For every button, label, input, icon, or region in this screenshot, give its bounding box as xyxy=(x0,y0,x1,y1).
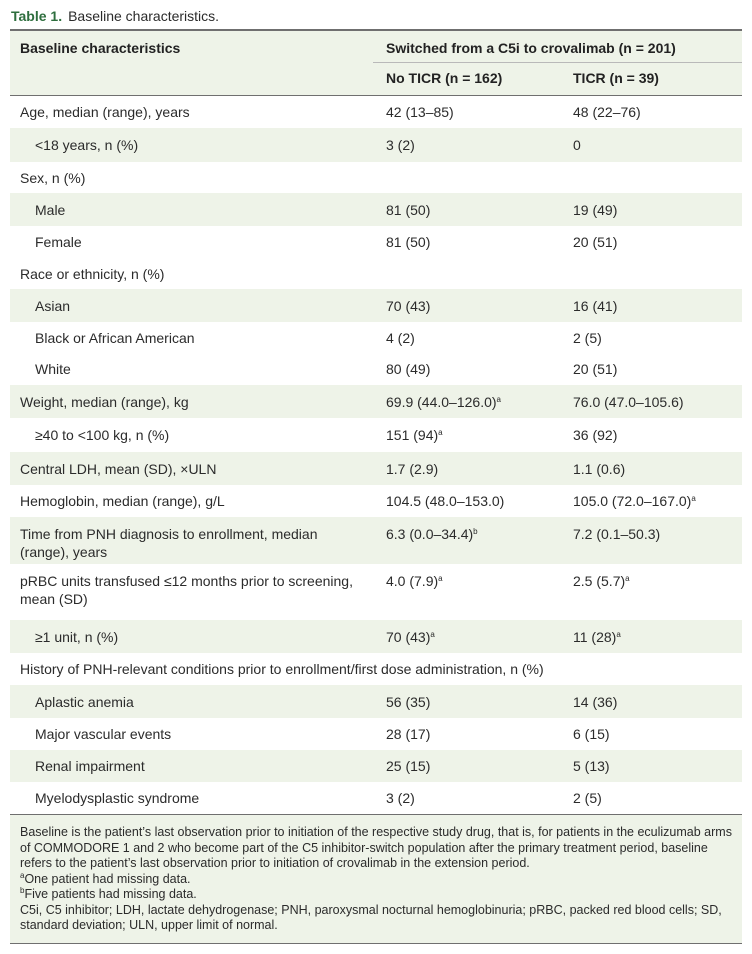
cell-ticr-text: 48 (22–76) xyxy=(573,104,641,120)
cell-ticr xyxy=(573,201,617,219)
row-label-text: pRBC units transfused ≤12 months prior to screening, mean (SD) xyxy=(20,573,353,607)
row-label-text: <18 years, n (%) xyxy=(35,137,139,153)
cell-no-ticr-text: 3 (2) xyxy=(386,790,415,806)
cell-ticr xyxy=(573,103,641,121)
row-label-text: Renal impairment xyxy=(35,758,145,774)
row-label xyxy=(20,492,360,510)
row-label xyxy=(35,725,375,743)
table-row xyxy=(10,258,742,289)
cell-ticr xyxy=(573,360,617,378)
row-label-text: Weight, median (range), kg xyxy=(20,394,189,410)
cell-ticr xyxy=(573,693,617,711)
table-footnotes xyxy=(10,815,742,944)
cell-ticr-text: 5 (13) xyxy=(573,758,610,774)
cell-ticr-text: 2 (5) xyxy=(573,330,602,346)
cell-no-ticr xyxy=(386,628,435,646)
cell-ticr xyxy=(573,136,581,154)
table-row xyxy=(10,226,742,258)
cell-ticr-text: 20 (51) xyxy=(573,361,618,377)
cell-no-ticr-text: 25 (15) xyxy=(386,758,431,774)
footnote-marker: a xyxy=(496,395,501,404)
cell-no-ticr xyxy=(386,525,478,543)
cell-no-ticr-text: 70 (43) xyxy=(386,629,431,645)
table-row xyxy=(10,418,742,452)
cell-ticr-text: 105.0 (72.0–167.0) xyxy=(573,493,692,509)
cell-no-ticr xyxy=(386,789,415,807)
row-label-text: Time from PNH diagnosis to enrollment, median (range), years xyxy=(20,526,318,560)
row-label xyxy=(35,628,375,646)
row-label xyxy=(20,103,360,121)
cell-no-ticr xyxy=(386,201,430,219)
cell-no-ticr xyxy=(386,360,430,378)
cell-ticr xyxy=(573,525,660,543)
footnote-marker: a xyxy=(438,428,443,437)
cell-ticr-text: 7.2 (0.1–50.3) xyxy=(573,526,661,542)
row-label xyxy=(20,169,360,187)
footnote-a-mark: a xyxy=(20,870,25,880)
cell-ticr xyxy=(573,233,617,251)
cell-no-ticr-text: 3 (2) xyxy=(386,137,415,153)
cell-no-ticr xyxy=(386,572,443,590)
row-label-text: History of PNH-relevant conditions prior to enrollment/first dose administration, n (%) xyxy=(20,661,544,677)
table-row xyxy=(10,353,742,385)
cell-ticr xyxy=(573,460,625,478)
cell-no-ticr xyxy=(386,426,443,444)
row-label xyxy=(35,757,375,775)
table-row xyxy=(10,128,742,162)
cell-ticr xyxy=(573,628,621,646)
header-ticr: TICR (n = 39) xyxy=(573,70,659,86)
cell-no-ticr xyxy=(386,329,415,347)
header-no-ticr: No TICR (n = 162) xyxy=(386,70,503,86)
footnote-b-mark: b xyxy=(20,886,25,895)
cell-ticr-text: 14 (36) xyxy=(573,694,618,710)
cell-ticr-text: 36 (92) xyxy=(573,427,618,443)
cell-no-ticr xyxy=(386,393,501,411)
footnote-b xyxy=(10,887,742,903)
row-label-text: Asian xyxy=(35,298,71,314)
cell-no-ticr-text: 56 (35) xyxy=(386,694,431,710)
cell-ticr xyxy=(573,572,630,590)
table-row xyxy=(10,289,742,322)
cell-no-ticr-text: 28 (17) xyxy=(386,726,431,742)
row-label xyxy=(35,360,375,378)
row-label xyxy=(35,329,375,347)
table-row xyxy=(10,620,742,653)
table-row xyxy=(10,782,742,814)
footnote-abbreviations: C5i, C5 inhibitor; LDH, lactate dehydrogenase; PNH, paroxysmal nocturnal hemoglobinuria; pRBC, packed red blood cells; SD, standard deviation; ULN, upper limit of normal. xyxy=(20,902,722,932)
cell-no-ticr xyxy=(386,693,430,711)
cell-ticr xyxy=(573,725,610,743)
footnote-marker: a xyxy=(438,574,443,583)
footnote-a-text: One patient had missing data. xyxy=(24,871,191,886)
header-group-divider xyxy=(373,62,742,63)
table-row xyxy=(10,564,742,620)
row-label xyxy=(35,426,375,444)
row-label-text: Major vascular events xyxy=(35,726,172,742)
header-switched-group: Switched from a C5i to crovalimab (n = 201) xyxy=(386,40,676,56)
cell-no-ticr xyxy=(386,103,454,121)
table-row xyxy=(10,452,742,485)
table-row xyxy=(10,485,742,517)
table-row xyxy=(10,96,742,128)
table-title: Baseline characteristics. xyxy=(68,8,220,24)
row-label-text: Male xyxy=(35,202,66,218)
cell-ticr-text: 20 (51) xyxy=(573,234,618,250)
row-label-text: Age, median (range), years xyxy=(20,104,190,120)
cell-ticr xyxy=(573,757,610,775)
cell-ticr xyxy=(573,789,602,807)
cell-no-ticr-text: 1.7 (2.9) xyxy=(386,461,439,477)
cell-ticr xyxy=(573,329,602,347)
cell-ticr-text: 6 (15) xyxy=(573,726,610,742)
table-row xyxy=(10,322,742,353)
row-label-text: Female xyxy=(35,234,82,250)
table-row xyxy=(10,385,742,418)
cell-no-ticr xyxy=(386,233,430,251)
cell-no-ticr xyxy=(386,725,430,743)
cell-no-ticr xyxy=(386,460,438,478)
cell-ticr xyxy=(573,297,617,315)
row-label-text: ≥1 unit, n (%) xyxy=(35,629,119,645)
cell-no-ticr-text: 81 (50) xyxy=(386,202,431,218)
cell-ticr-text: 11 (28) xyxy=(573,629,617,645)
row-label-text: Central LDH, mean (SD), ×ULN xyxy=(20,461,217,477)
cell-no-ticr xyxy=(386,136,415,154)
footnote-marker: a xyxy=(430,630,435,639)
row-label-text: Black or African American xyxy=(35,330,195,346)
row-label-text: Aplastic anemia xyxy=(35,694,134,710)
footnote-marker: a xyxy=(691,494,696,503)
cell-ticr-text: 19 (49) xyxy=(573,202,618,218)
row-label-text: Sex, n (%) xyxy=(20,170,86,186)
table-caption xyxy=(11,7,219,25)
row-label xyxy=(20,572,360,608)
cell-no-ticr-text: 80 (49) xyxy=(386,361,431,377)
row-label-text: Race or ethnicity, n (%) xyxy=(20,266,165,282)
cell-no-ticr-text: 4 (2) xyxy=(386,330,415,346)
cell-no-ticr xyxy=(386,757,430,775)
cell-ticr xyxy=(573,426,617,444)
table-row xyxy=(10,517,742,564)
footnote-b-text: Five patients had missing data. xyxy=(24,887,197,901)
cell-ticr-text: 16 (41) xyxy=(573,298,618,314)
cell-ticr xyxy=(573,393,684,411)
header-baseline-characteristics: Baseline characteristics xyxy=(20,40,181,56)
cell-ticr-text: 2.5 (5.7) xyxy=(573,573,626,589)
row-label-text: Myelodysplastic syndrome xyxy=(35,790,200,806)
row-label xyxy=(35,297,375,315)
cell-ticr-text: 0 xyxy=(573,137,581,153)
cell-no-ticr-text: 151 (94) xyxy=(386,427,439,443)
row-label-text: White xyxy=(35,361,71,377)
table-row xyxy=(10,718,742,750)
cell-no-ticr-text: 70 (43) xyxy=(386,298,431,314)
table-row xyxy=(10,162,742,193)
row-label xyxy=(35,233,375,251)
row-label xyxy=(20,460,360,478)
cell-no-ticr-text: 42 (13–85) xyxy=(386,104,454,120)
cell-no-ticr-text: 104.5 (48.0–153.0) xyxy=(386,493,505,509)
row-label xyxy=(35,789,375,807)
cell-no-ticr-text: 6.3 (0.0–34.4) xyxy=(386,526,474,542)
cell-no-ticr xyxy=(386,297,430,315)
row-label xyxy=(35,136,375,154)
footnote-marker: a xyxy=(625,574,630,583)
table-row xyxy=(10,193,742,226)
row-label xyxy=(20,265,360,283)
row-label xyxy=(20,393,360,411)
row-label-text: ≥40 to <100 kg, n (%) xyxy=(35,427,170,443)
footnote-marker: b xyxy=(473,527,478,536)
cell-ticr-text: 76.0 (47.0–105.6) xyxy=(573,394,684,410)
row-label xyxy=(35,201,375,219)
cell-no-ticr xyxy=(386,492,504,510)
cell-ticr-text: 2 (5) xyxy=(573,790,602,806)
cell-ticr-text: 1.1 (0.6) xyxy=(573,461,626,477)
footnote-a xyxy=(10,872,742,888)
cell-ticr xyxy=(573,492,696,510)
row-label xyxy=(35,693,375,711)
table-row xyxy=(10,653,742,685)
table-header xyxy=(10,31,742,95)
footnote-marker: a xyxy=(616,630,621,639)
row-label xyxy=(20,525,360,561)
table-row xyxy=(10,750,742,782)
row-label xyxy=(20,660,720,678)
row-label-text: Hemoglobin, median (range), g/L xyxy=(20,493,225,509)
table-label: Table 1. xyxy=(11,8,63,24)
footnote-baseline: Baseline is the patient’s last observation prior to initiation of the respective study drug, that is, for patients in the eculizumab arms of COMMODORE 1 and 2 who become part of the C5 inhibitor-switch population after the primary treatment period, baseline refers to the patient’s last observation prior to initiation of crovalimab in the extension period. xyxy=(20,825,732,870)
table-row xyxy=(10,685,742,718)
cell-no-ticr-text: 4.0 (7.9) xyxy=(386,573,439,589)
cell-no-ticr-text: 69.9 (44.0–126.0) xyxy=(386,394,497,410)
cell-no-ticr-text: 81 (50) xyxy=(386,234,431,250)
